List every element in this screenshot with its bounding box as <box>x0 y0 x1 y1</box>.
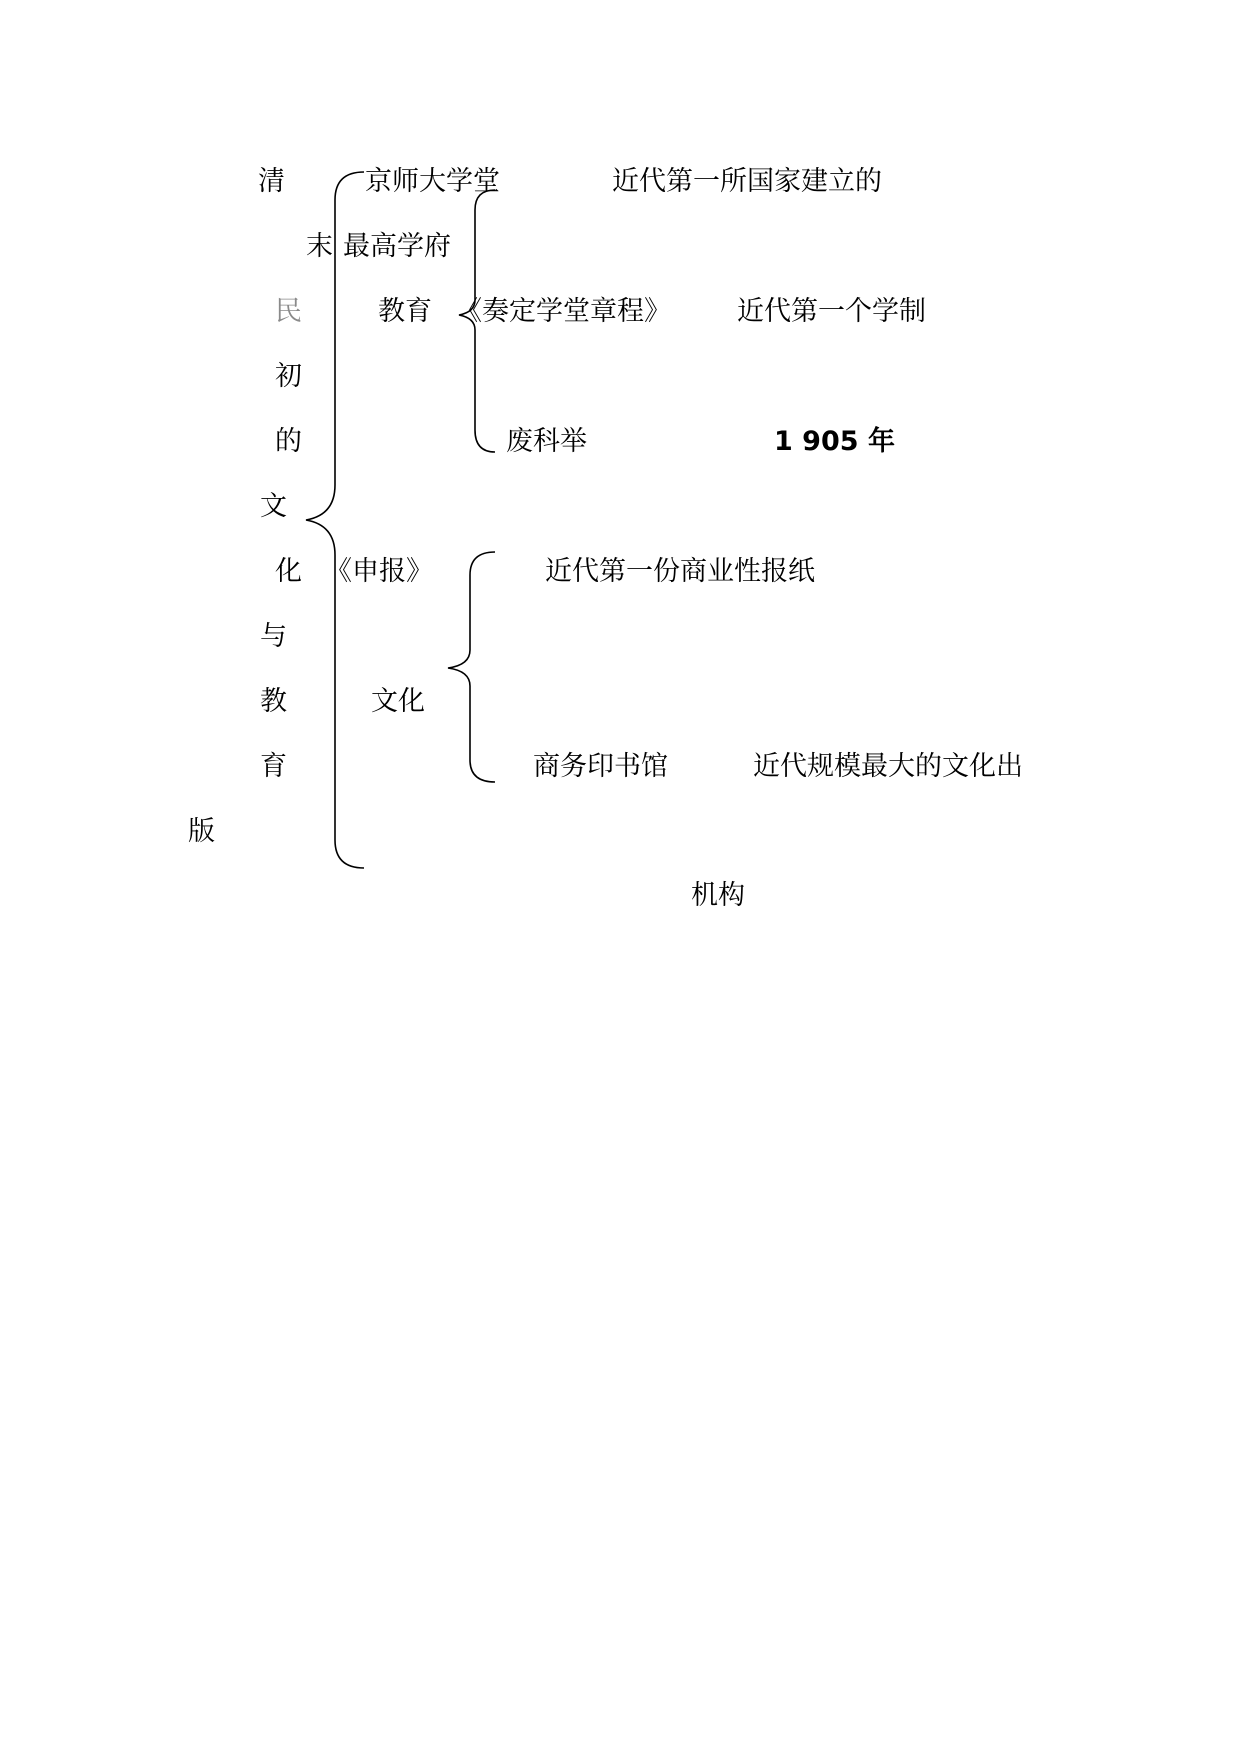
culture-item-note-2: 近代规模最大的文化出 <box>753 751 1023 782</box>
education-note-continuation: 最高学府 <box>343 231 451 262</box>
left-char-8: 与 <box>260 621 287 652</box>
outer-brace <box>306 172 364 868</box>
left-char-7: 化 <box>275 556 302 587</box>
education-label: 教育 <box>378 296 432 327</box>
left-char-11: 版 <box>188 816 215 847</box>
left-char-1: 清 <box>258 166 285 197</box>
culture-note-continuation: 机构 <box>691 880 745 911</box>
left-char-4: 初 <box>275 361 302 392</box>
education-item-note-2: 近代第一个学制 <box>737 296 926 327</box>
education-item-name-1: 京师大学堂 <box>365 166 500 197</box>
left-char-10: 育 <box>260 751 287 782</box>
culture-item-name-1: 《申报》 <box>325 556 433 587</box>
left-char-9: 教 <box>260 686 287 717</box>
culture-item-name-2: 商务印书馆 <box>533 751 668 782</box>
education-item-note-3: 1 905 年 <box>774 426 895 457</box>
education-item-name-3: 废科举 <box>506 426 587 457</box>
left-char-3: 民 <box>275 296 302 327</box>
education-item-name-2: 《奏定学堂章程》 <box>455 296 671 327</box>
culture-item-note-1: 近代第一份商业性报纸 <box>545 556 815 587</box>
education-item-note-1: 近代第一所国家建立的 <box>612 166 882 197</box>
left-char-2: 末 <box>306 231 333 262</box>
left-char-6: 文 <box>260 491 287 522</box>
culture-brace <box>448 552 495 782</box>
culture-label: 文化 <box>371 686 425 717</box>
left-char-5: 的 <box>275 426 302 457</box>
